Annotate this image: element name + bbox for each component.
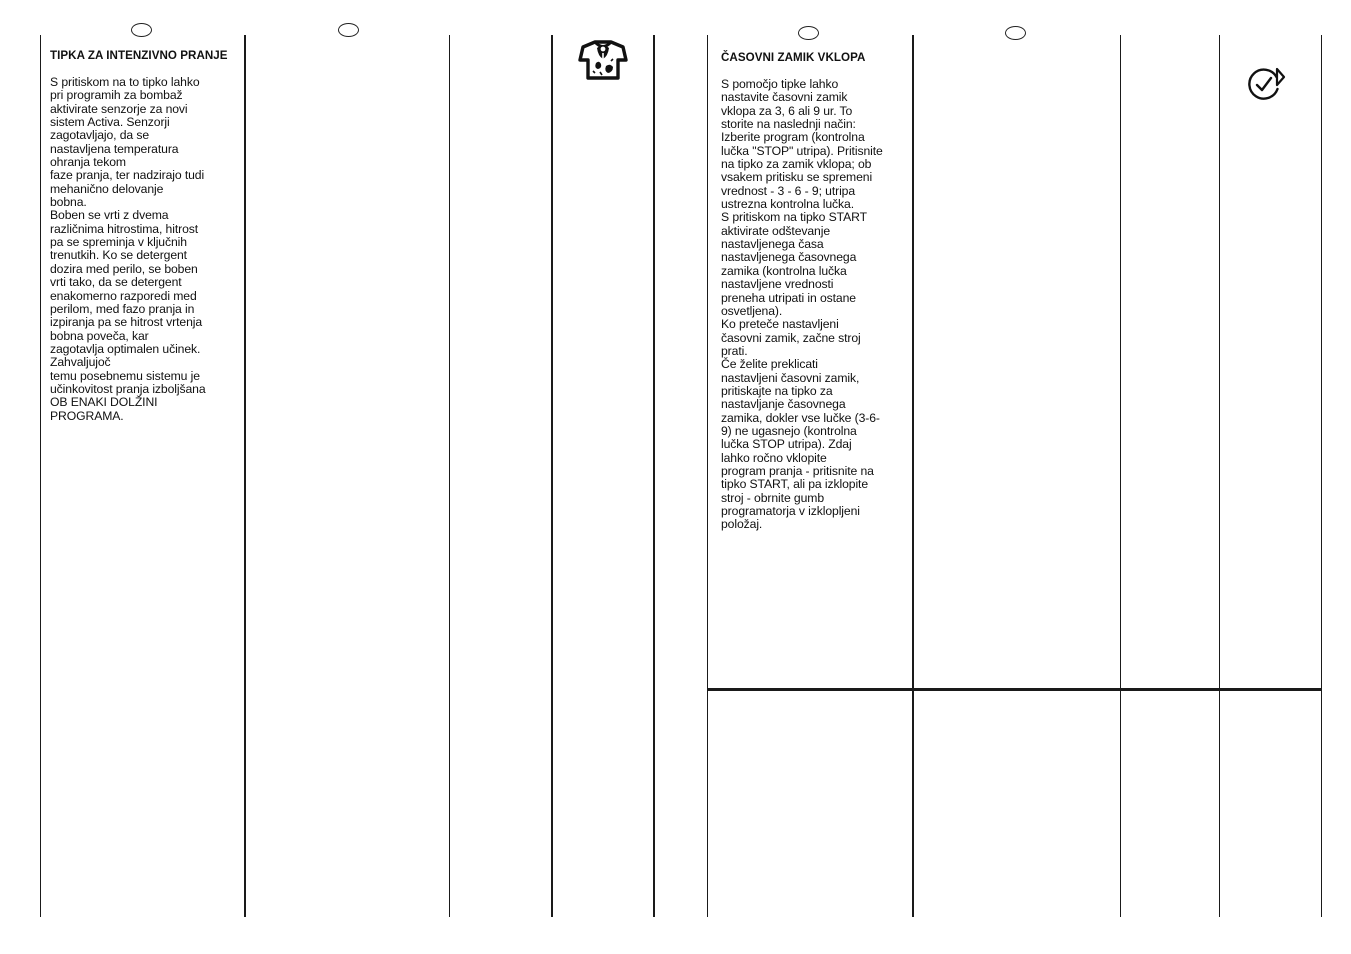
text-line: perilom, med fazo pranja in (50, 301, 195, 316)
column-rule (449, 35, 450, 917)
text-line: program pranja - pritisnite na (721, 463, 874, 478)
section-title-intensive-wash: TIPKA ZA INTENZIVNO PRANJE (50, 49, 228, 62)
text-line: S pritiskom na to tipko lahko (50, 75, 200, 89)
text-line: PROGRAMA. (50, 408, 124, 423)
text-line: aktivirate odštevanje (721, 223, 831, 238)
text-line: OB ENAKI DOLŽINI (50, 395, 158, 410)
language-oval (1005, 26, 1026, 40)
column-rule (707, 35, 708, 917)
text-line: programatorja v izklopljeni (721, 504, 860, 518)
text-line: nastavljene vrednosti (721, 277, 834, 292)
column-rule (551, 35, 553, 917)
text-line: Izberite program (kontrolna (721, 130, 865, 145)
column-rule (1120, 35, 1121, 917)
text-line: osvetljena). (721, 303, 783, 318)
text-line: na tipko za zamik vklopa; ob (721, 157, 872, 172)
column-rule (244, 35, 246, 917)
text-line: temu posebnemu sistemu je (50, 368, 200, 383)
text-line: preneha utripati in ostane (721, 290, 856, 305)
text-line: Zahvaljujoč (50, 355, 111, 370)
column-rule (912, 35, 914, 917)
intensive-wash-shirt-icon (578, 39, 628, 86)
text-line: S pritiskom na tipko START (721, 210, 867, 225)
text-line: nastavite časovni zamik (721, 90, 848, 105)
text-line: lučka "STOP" utripa). Pritisnite (721, 143, 883, 158)
text-line: aktivirate senzorje za novi (50, 101, 188, 116)
text-line: nastavljeni časovni zamik, (721, 370, 860, 385)
text-line: Ko preteče nastavljeni (721, 317, 839, 332)
text-line: časovni zamik, začne stroj (721, 330, 861, 345)
text-line: zagotavljajo, da se (50, 128, 150, 143)
text-line: vrti tako, da se detergent (50, 275, 182, 290)
text-line: pritiskajte na tipko za (721, 383, 833, 398)
text-line: prati. (721, 343, 748, 358)
text-line: vklopa za 3, 6 ali 9 ur. To (721, 103, 853, 118)
column-rule (40, 35, 41, 917)
column-rule (1321, 35, 1322, 917)
text-line: nastavljenega časa (721, 237, 824, 252)
text-line: nastavljena temperatura (50, 141, 179, 156)
section-body-delay-start (721, 78, 883, 532)
text-line: zamika (kontrolna lučka (721, 263, 847, 278)
text-line: pa se spreminja v ključnih (50, 235, 187, 250)
text-line: vsakem pritisku se spremeni (721, 170, 873, 185)
section-body-intensive-wash (50, 76, 206, 423)
text-line: ustrezna kontrolna lučka. (721, 197, 854, 212)
horizontal-rule (707, 688, 1322, 691)
text-line: zamika, dokler vse lučke (3-6- (721, 410, 880, 425)
text-line: enakomerno razporedi med (50, 288, 197, 303)
text-line: učinkovitost pranja izboljšana (50, 381, 206, 396)
language-oval (338, 23, 359, 37)
language-oval (798, 26, 819, 40)
text-line: dozira med perilo, se boben (50, 261, 198, 276)
column-rule (1219, 35, 1220, 917)
text-line: storite na naslednji način: (721, 117, 856, 132)
text-line: sistem Activa. Senzorji (50, 115, 170, 130)
section-title-delay-start: ČASOVNI ZAMIK VKLOPA (721, 51, 866, 64)
text-line: nastavljanje časovnega (721, 397, 846, 412)
text-line: položaj. (721, 517, 763, 532)
text-line: zagotavlja optimalen učinek. (50, 341, 201, 356)
text-line: različnima hitrostima, hitrost (50, 221, 199, 236)
text-line: Boben se vrti z dvema (50, 208, 169, 223)
text-line: mehanično delovanje (50, 181, 164, 196)
text-line: trenutkih. Ko se detergent (50, 248, 187, 263)
text-line: faze pranja, ter nadzirajo tudi (50, 168, 205, 183)
column-rule (653, 35, 655, 917)
text-line: izpiranja pa se hitrost vrtenja (50, 315, 203, 330)
text-line: 9) ne ugasnejo (kontrolna (721, 423, 857, 438)
text-line: vrednost - 3 - 6 - 9; utripa (721, 183, 856, 198)
text-line: ohranja tekom (50, 155, 126, 170)
language-oval (131, 23, 152, 37)
text-line: bobna poveča, kar (50, 328, 149, 343)
text-line: lahko ročno vklopite (721, 450, 827, 465)
text-line: stroj - obrnite gumb (721, 490, 824, 505)
text-line: tipko START, ali pa izklopite (721, 477, 869, 492)
text-line: lučka STOP utripa). Zdaj (721, 437, 852, 452)
text-line: nastavljenega časovnega (721, 250, 857, 265)
delay-timer-icon (1247, 66, 1287, 107)
text-line: bobna. (50, 195, 87, 210)
text-line: S pomočjo tipke lahko (721, 77, 839, 91)
text-line: pri programih za bombaž (50, 88, 183, 103)
text-line: Če želite preklicati (721, 357, 818, 372)
